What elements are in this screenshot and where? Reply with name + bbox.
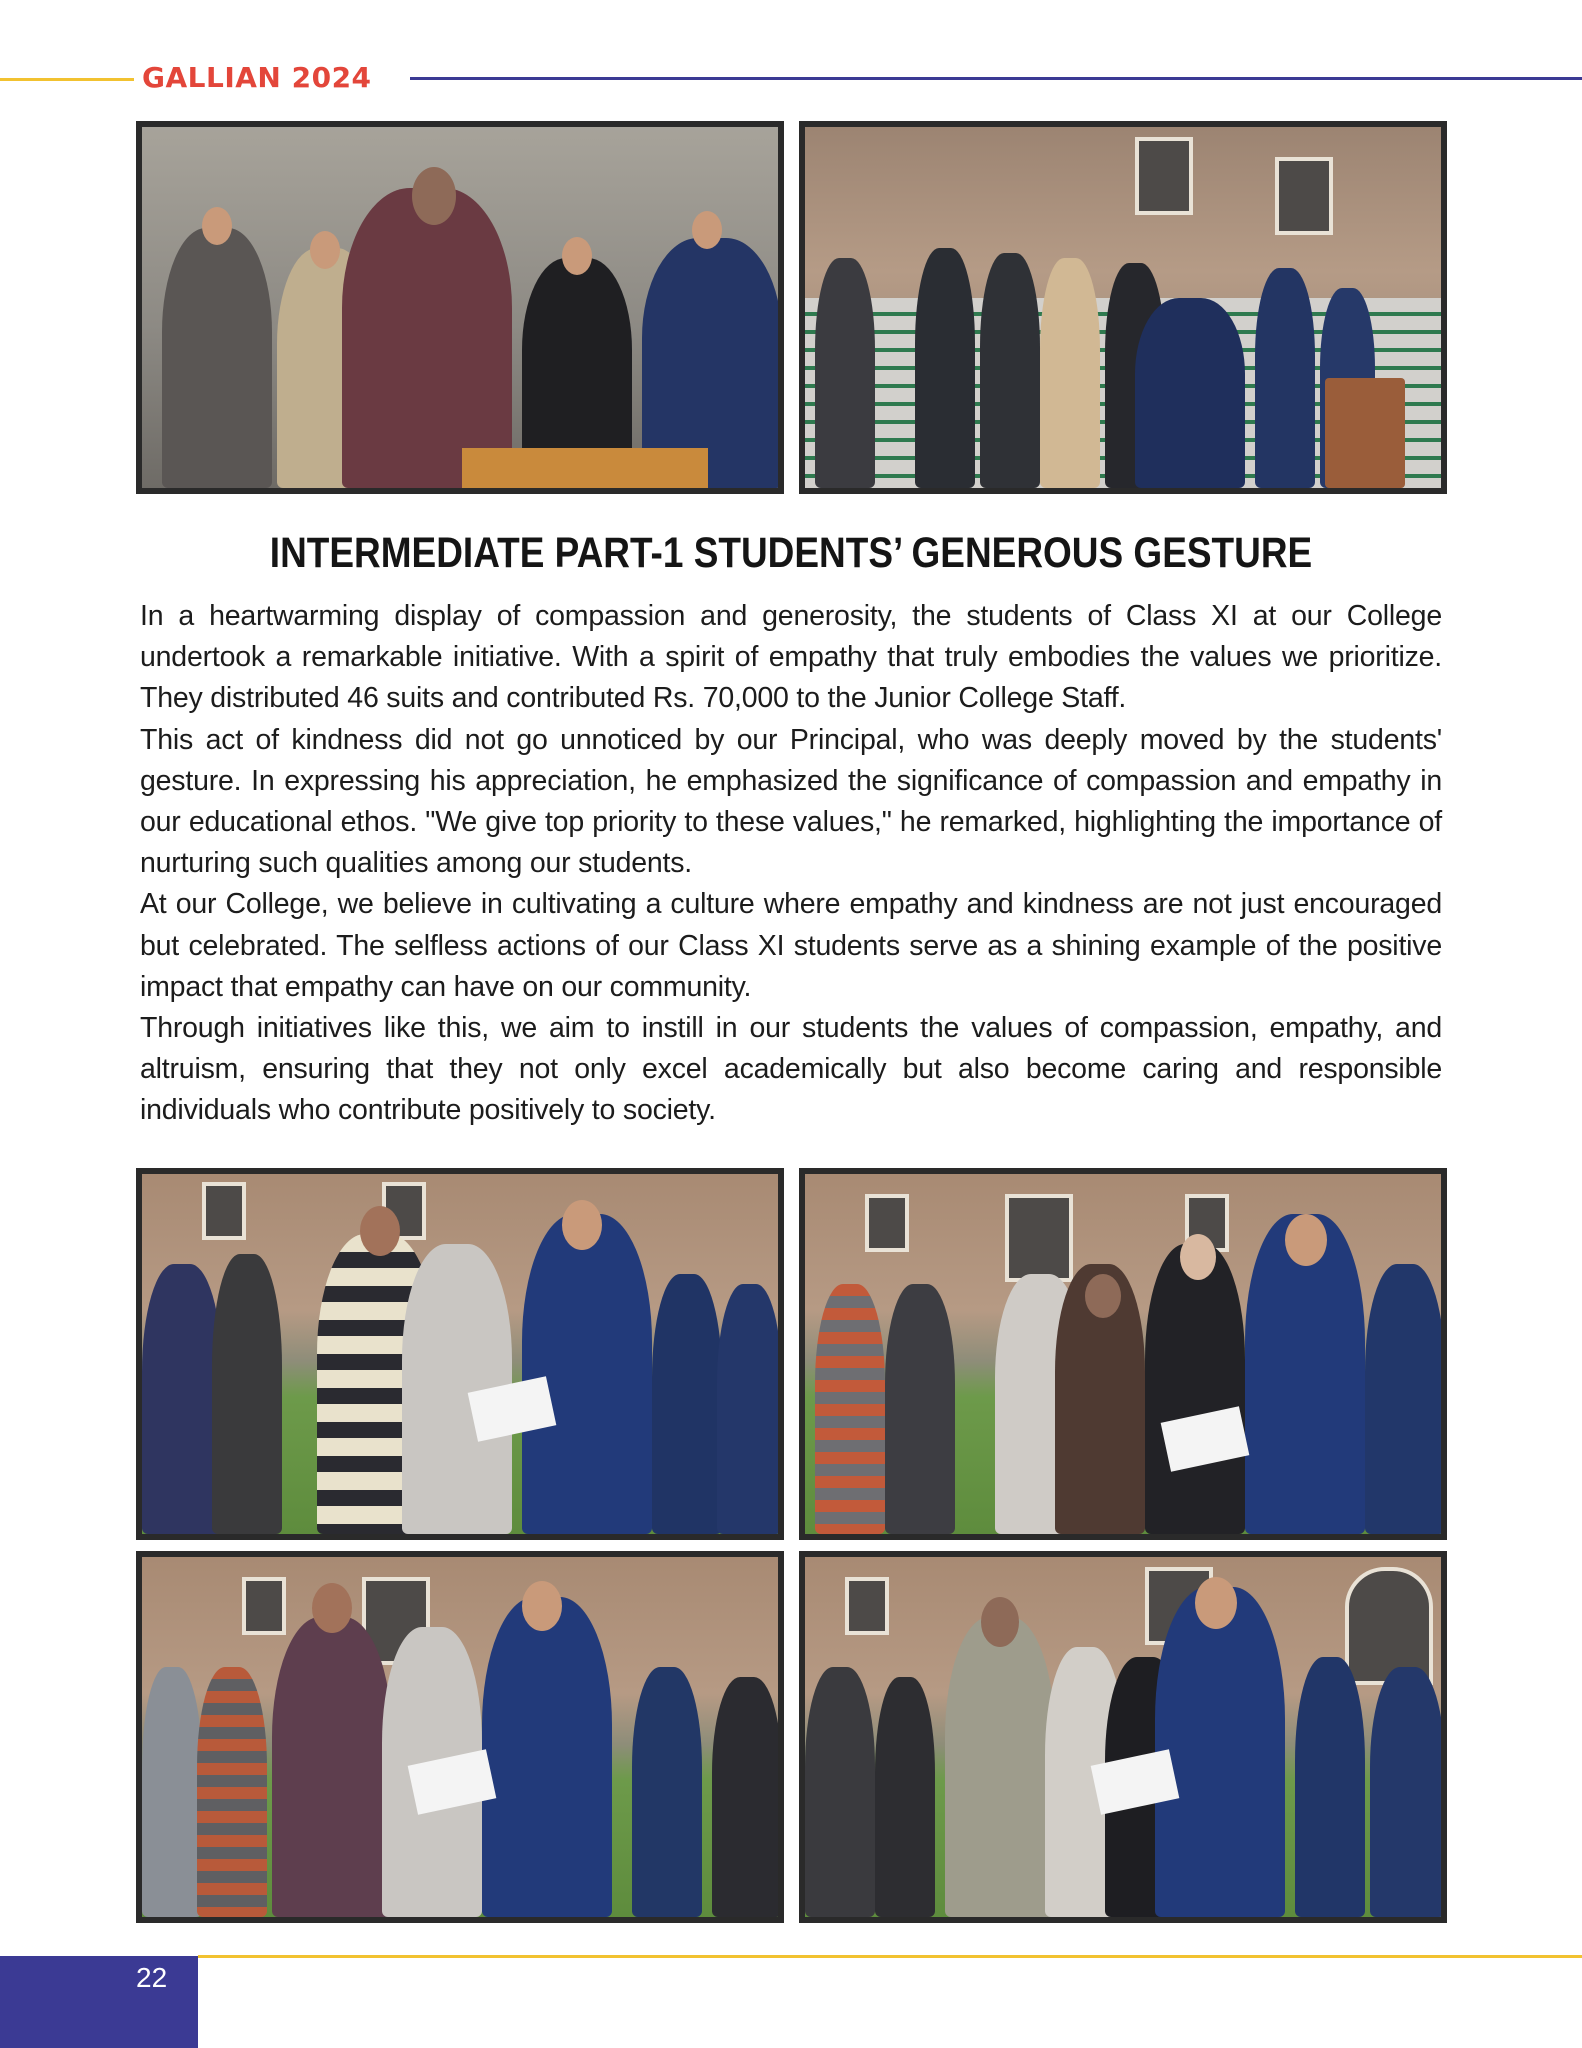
photo-person-head bbox=[692, 211, 722, 249]
article-body bbox=[140, 596, 1442, 1132]
photo-person-head bbox=[522, 1581, 562, 1631]
photo-person bbox=[652, 1274, 722, 1534]
photo-distribution-3 bbox=[136, 1551, 784, 1923]
photo-person bbox=[1040, 258, 1100, 488]
photo-distribution-1 bbox=[136, 1168, 784, 1540]
photo-person bbox=[272, 1617, 392, 1917]
photo-window bbox=[202, 1182, 246, 1240]
photo-window bbox=[1135, 137, 1193, 215]
photo-distribution-4 bbox=[799, 1551, 1447, 1923]
photo-person bbox=[1295, 1657, 1365, 1917]
photo-person bbox=[482, 1597, 612, 1917]
photo-window bbox=[845, 1577, 889, 1635]
photo-person bbox=[712, 1677, 782, 1917]
magazine-title: GALLIAN 2024 bbox=[142, 61, 372, 94]
photo-lectern bbox=[462, 448, 708, 488]
photo-person bbox=[1135, 298, 1245, 488]
photo-person bbox=[980, 253, 1040, 488]
photo-person bbox=[632, 1667, 702, 1917]
photo-person-head bbox=[562, 1200, 602, 1250]
photo-person bbox=[875, 1677, 935, 1917]
photo-window bbox=[242, 1577, 286, 1635]
photo-person-head bbox=[1180, 1234, 1216, 1280]
photo-assembly-steps bbox=[799, 121, 1447, 494]
photo-window bbox=[865, 1194, 909, 1252]
photo-distribution-2 bbox=[799, 1168, 1447, 1540]
photo-person bbox=[885, 1284, 955, 1534]
photo-person bbox=[915, 248, 975, 488]
header-accent-line-left bbox=[0, 78, 134, 81]
photo-window bbox=[1005, 1194, 1073, 1282]
photo-person bbox=[805, 1667, 875, 1917]
article-title: INTERMEDIATE PART-1 STUDENTS’ GENEROUS GESTURE bbox=[269, 529, 1313, 577]
photo-window bbox=[1275, 157, 1333, 235]
photo-person-head bbox=[562, 237, 592, 275]
photo-person bbox=[815, 258, 875, 488]
photo-person bbox=[945, 1617, 1055, 1917]
photo-person bbox=[142, 1264, 222, 1534]
footer-page-block bbox=[0, 1956, 198, 2048]
photo-person bbox=[1365, 1264, 1445, 1534]
photo-podium bbox=[1325, 378, 1405, 488]
photo-person bbox=[212, 1254, 282, 1534]
photo-person-head bbox=[981, 1597, 1019, 1647]
photo-person-head bbox=[312, 1583, 352, 1633]
photo-person-head bbox=[1195, 1577, 1237, 1629]
photo-person-head bbox=[202, 207, 232, 245]
photo-person-head bbox=[1085, 1274, 1121, 1318]
photo-person bbox=[197, 1667, 267, 1917]
article-paragraph: In a heartwarming display of compassion and generosity, the students of Class XI at our College undertook a remarkable initiative. With a spirit of empathy that truly embodies the values we prioritize. They distributed 46 suits and contributed Rs. 70,000 to the Junior College Staff. bbox=[140, 600, 1442, 715]
photo-person bbox=[1155, 1587, 1285, 1917]
article-paragraph: Through initiatives like this, we aim to instill in our students the values of compassion, empathy, and altruism, ensuring that they not only excel academically but also become caring and responsible individuals who contribute positively to society. bbox=[140, 1012, 1442, 1127]
photo-person bbox=[522, 1214, 652, 1534]
header-accent-line-right bbox=[410, 77, 1582, 80]
photo-prayer-ceremony bbox=[136, 121, 784, 494]
photo-person-head bbox=[412, 167, 456, 225]
photo-person-head bbox=[310, 231, 340, 269]
photo-person bbox=[162, 228, 272, 488]
photo-person bbox=[1255, 268, 1315, 488]
article-paragraph: This act of kindness did not go unnoticed by our Principal, who was deeply moved by the students' gesture. In expressing his appreciation, he emphasized the significance of compassion and empathy in our educational ethos. "We give top priority to these values," he remarked, highlighting the importance of nurturing such qualities among our students. bbox=[140, 723, 1442, 880]
photo-person-head bbox=[360, 1206, 400, 1256]
photo-person-head bbox=[1285, 1214, 1327, 1266]
article-paragraph: At our College, we believe in cultivating a culture where empathy and kindness are not just encouraged but celebrated. The selfless actions of our Class XI students serve as a shining example of the positive impact that empathy can have on our community. bbox=[140, 888, 1442, 1003]
photo-person bbox=[1145, 1244, 1245, 1534]
photo-person bbox=[142, 1667, 202, 1917]
page-number: 22 bbox=[136, 1962, 168, 1993]
photo-person bbox=[717, 1284, 782, 1534]
photo-person bbox=[1370, 1667, 1445, 1917]
photo-person bbox=[342, 188, 512, 488]
photo-person bbox=[815, 1284, 885, 1534]
footer-accent-line bbox=[198, 1955, 1582, 1958]
